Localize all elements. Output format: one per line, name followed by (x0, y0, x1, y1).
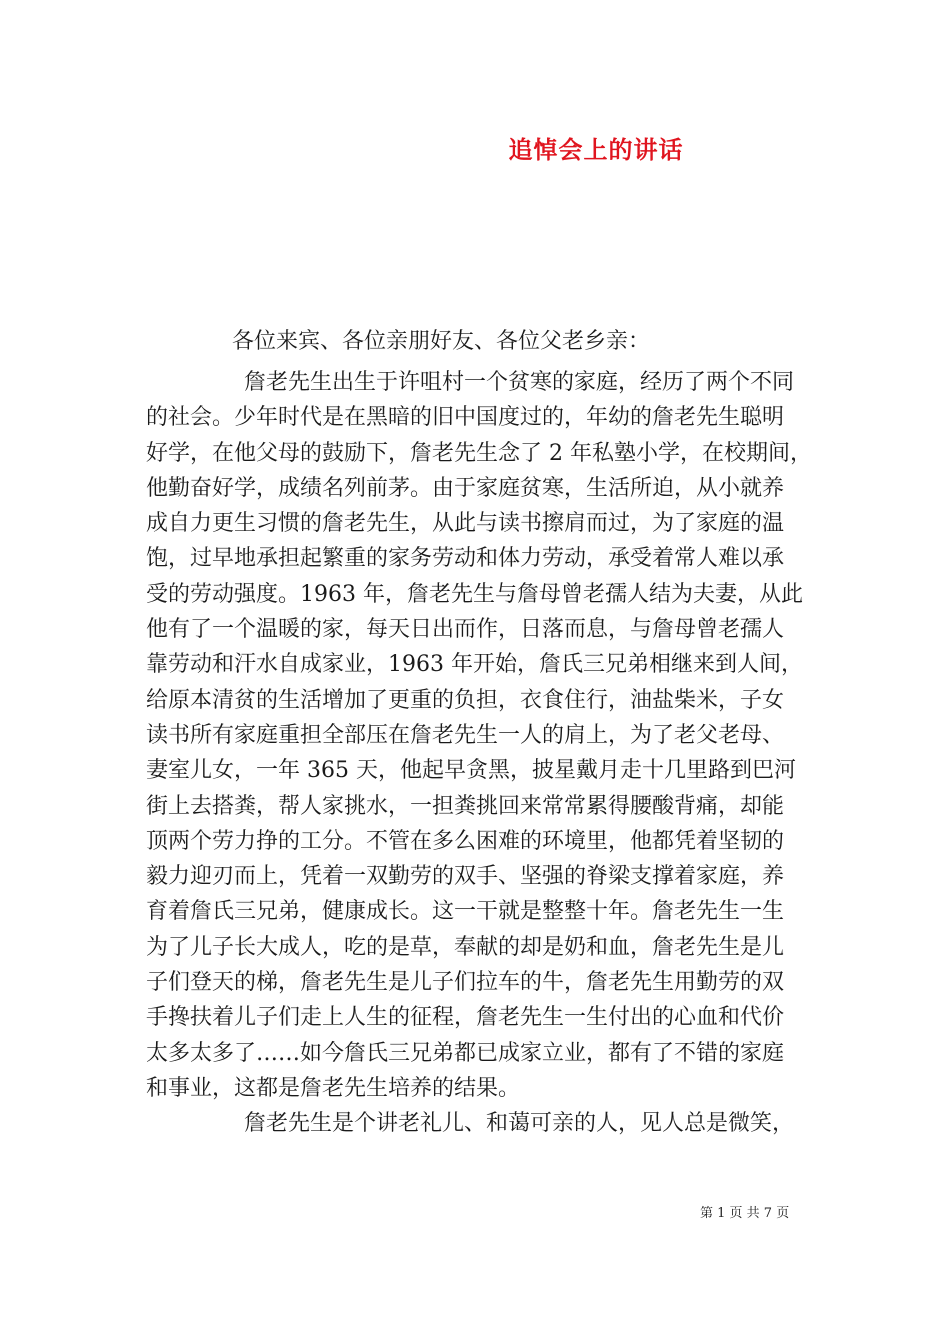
body-line: 育着詹氏三兄弟，健康成长。这一干就是整整十年。詹老先生一生 (146, 899, 785, 925)
body-line: 街上去搭粪，帮人家挑水，一担粪挑回来常常累得腰酸背痛，却能 (146, 793, 785, 819)
greeting-line: 各位来宾、各位亲朋好友、各位父老乡亲： (232, 329, 651, 354)
body-line: 靠劳动和汗水自成家业，1963 年开始，詹氏三兄弟相继来到人间， (146, 652, 803, 678)
body-line: 詹老先生出生于许咀村一个贫寒的家庭，经历了两个不同 (244, 370, 795, 395)
body-line: 手搀扶着儿子们走上人生的征程，詹老先生一生付出的心血和代价 (146, 1005, 785, 1031)
body-line: 顶两个劳力挣的工分。不管在多么困难的环境里，他都凭着坚韧的 (146, 828, 785, 854)
body-line: 成自力更生习惯的詹老先生，从此与读书擦肩而过，为了家庭的温 (146, 511, 785, 537)
body-line: 的社会。少年时代是在黑暗的旧中国度过的，年幼的詹老先生聪明 (146, 405, 785, 431)
body-line: 好学，在他父母的鼓励下，詹老先生念了 2 年私塾小学，在校期间， (146, 440, 812, 466)
body-line: 他勤奋好学，成绩名列前茅。由于家庭贫寒，生活所迫，从小就养 (146, 475, 785, 501)
body-line: 子们登天的梯，詹老先生是儿子们拉车的牛，詹老先生用勤劳的双 (146, 970, 785, 996)
body-line: 妻室儿女，一年 365 天，他起早贪黑，披星戴月走十几里路到巴河 (146, 758, 796, 784)
body-text (146, 365, 814, 1142)
body-line: 毅力迎刃而上，凭着一双勤劳的双手、坚强的脊梁支撑着家庭，养 (146, 864, 785, 890)
document-title: 追悼会上的讲话 (508, 135, 684, 164)
body-line: 读书所有家庭重担全部压在詹老先生一人的肩上，为了老父老母、 (146, 722, 785, 748)
body-line: 和事业，这都是詹老先生培养的结果。 (146, 1075, 521, 1101)
body-line: 他有了一个温暖的家，每天日出而作，日落而息，与詹母曾老孺人 (146, 617, 785, 643)
body-line: 饱，过早地承担起繁重的家务劳动和体力劳动，承受着常人难以承 (146, 546, 785, 572)
body-line: 受的劳动强度。1963 年，詹老先生与詹母曾老孺人结为夫妻，从此 (146, 581, 803, 607)
body-line: 为了儿子长大成人，吃的是草，奉献的却是奶和血，詹老先生是儿 (146, 934, 785, 960)
body-line: 詹老先生是个讲老礼儿、和蔼可亲的人，见人总是微笑， (244, 1111, 795, 1137)
body-line: 给原本清贫的生活增加了更重的负担，衣食住行，油盐柴米，子女 (146, 687, 785, 713)
page-footer: 第 1 页 共 7 页 (700, 1206, 790, 1221)
body-line: 太多太多了……如今詹氏三兄弟都已成家立业，都有了不错的家庭 (146, 1040, 785, 1066)
